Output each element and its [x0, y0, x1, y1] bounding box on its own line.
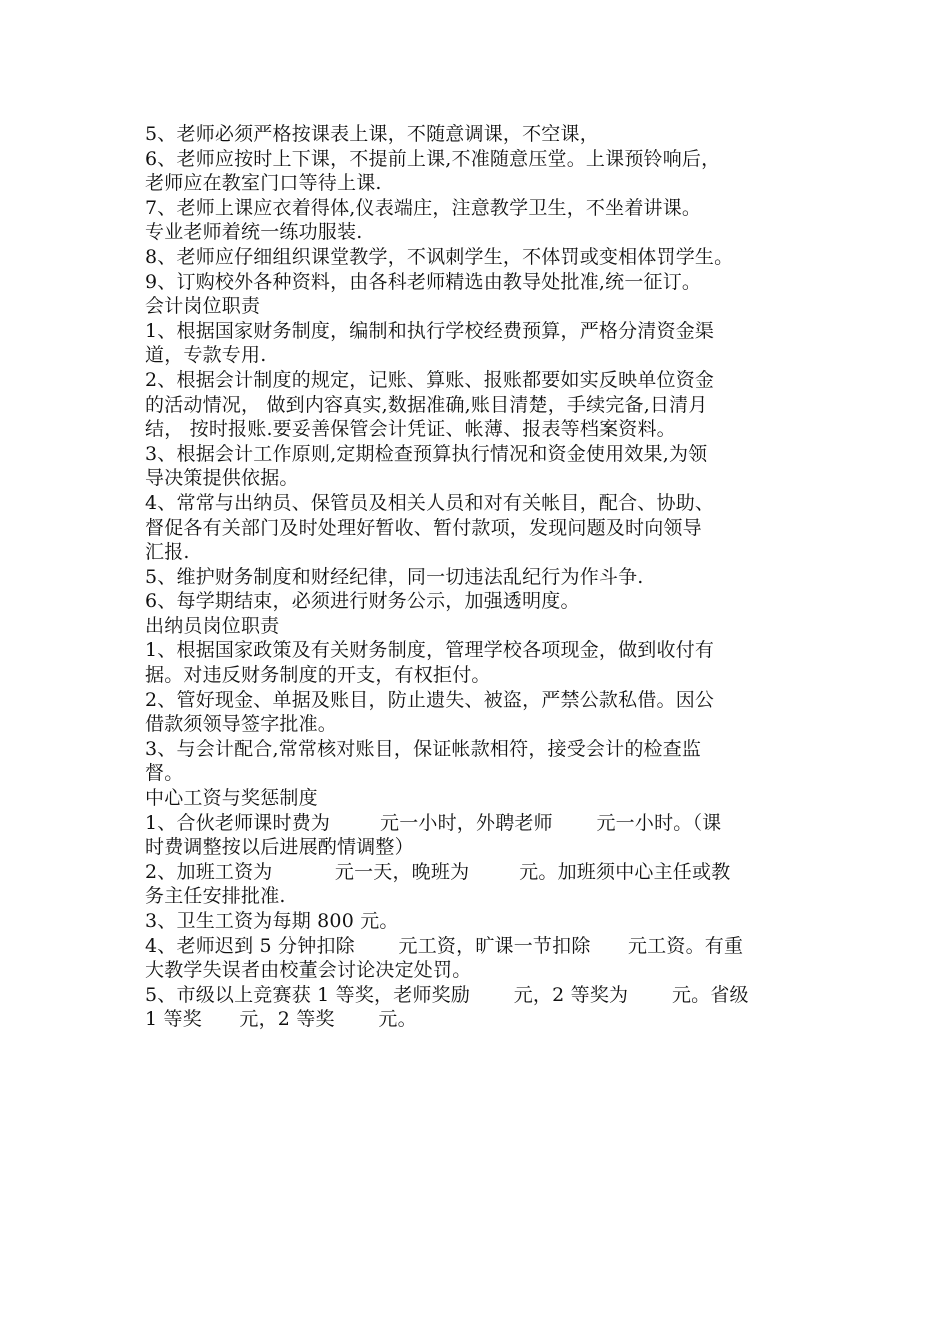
- section-heading: 出纳员岗位职责: [145, 614, 280, 637]
- text-line: 大教学失误者由校董会讨论决定处罚。: [145, 959, 472, 982]
- text-line: 2、根据会计制度的规定，记账、算账、报账都要如实反映单位资金: [145, 368, 715, 391]
- text-line: 6、每学期结束，必须进行财务公示，加强透明度。: [145, 590, 580, 613]
- text-line: 据。对违反财务制度的开支，有权拒付。: [145, 664, 491, 687]
- text-line: 专业老师着统一练功服装.: [145, 221, 363, 244]
- text-line: 4、老师迟到 5 分钟扣除 元工资，旷课一节扣除 元工资。有重: [145, 934, 744, 957]
- text-line: 8、老师应仔细组织课堂教学，不讽刺学生，不体罚或变相体罚学生。: [145, 245, 734, 268]
- text-line: 导决策提供依据。: [145, 467, 299, 490]
- text-line: 5、老师必须严格按课表上课，不随意调课，不空课，: [145, 123, 599, 145]
- text-line: 6、老师应按时上下课，不提前上课,不准随意压堂。上课预铃响后，: [145, 147, 721, 170]
- text-line: 督。: [145, 762, 184, 785]
- text-line: 的活动情况， 做到内容真实,数据准确,账目清楚，手续完备,日清月: [145, 393, 708, 416]
- text-line: 2、加班工资为 元一天，晚班为 元。加班须中心主任或教: [145, 860, 731, 883]
- text-line: 5、市级以上竞赛获 1 等奖，老师奖励 元，2 等奖为 元。省级: [145, 983, 749, 1006]
- text-line: 3、根据会计工作原则,定期检查预算执行情况和资金使用效果,为领: [145, 442, 708, 465]
- section-heading: 中心工资与奖惩制度: [145, 787, 318, 810]
- text-line: 务主任安排批准.: [145, 885, 286, 908]
- text-line: 1、根据国家财务制度，编制和执行学校经费预算，严格分清资金渠: [145, 319, 715, 342]
- text-line: 9、订购校外各种资料，由各科老师精选由教导处批准,统一征订。: [145, 270, 702, 293]
- text-line: 汇报.: [145, 541, 190, 564]
- section-heading: 会计岗位职责: [145, 295, 261, 318]
- text-line: 4、常常与出纳员、保管员及相关人员和对有关帐目，配合、协助、: [145, 491, 715, 514]
- document-body: [145, 122, 825, 1032]
- text-line: 3、卫生工资为每期 800 元。: [145, 910, 399, 932]
- text-line: 1 等奖 元，2 等奖 元。: [145, 1008, 417, 1031]
- text-line: 7、老师上课应衣着得体,仪表端庄，注意教学卫生，不坐着讲课。: [145, 196, 702, 219]
- text-line: 结， 按时报账.要妥善保管会计凭证、帐薄、报表等档案资料。: [145, 418, 676, 441]
- text-line: 时费调整按以后进展酌情调整）: [145, 836, 414, 859]
- text-line: 5、维护财务制度和财经纪律，同一切违法乱纪行为作斗争.: [145, 565, 644, 588]
- text-line: 督促各有关部门及时处理好暂收、暂付款项，发现问题及时向领导: [145, 516, 702, 539]
- text-line: 借款须领导签字批准。: [145, 713, 338, 736]
- text-line: 2、管好现金、单据及账目，防止遗失、被盗，严禁公款私借。因公: [145, 688, 715, 711]
- text-line: 道，专款专用.: [145, 344, 267, 367]
- text-line: 3、与会计配合,常常核对账目，保证帐款相符，接受会计的检查监: [145, 737, 702, 760]
- text-line: 1、合伙老师课时费为 元一小时，外聘老师 元一小时。（课: [145, 811, 722, 834]
- text-line: 1、根据国家政策及有关财务制度，管理学校各项现金，做到收付有: [145, 639, 715, 662]
- text-line: 老师应在教室门口等待上课.: [145, 172, 382, 195]
